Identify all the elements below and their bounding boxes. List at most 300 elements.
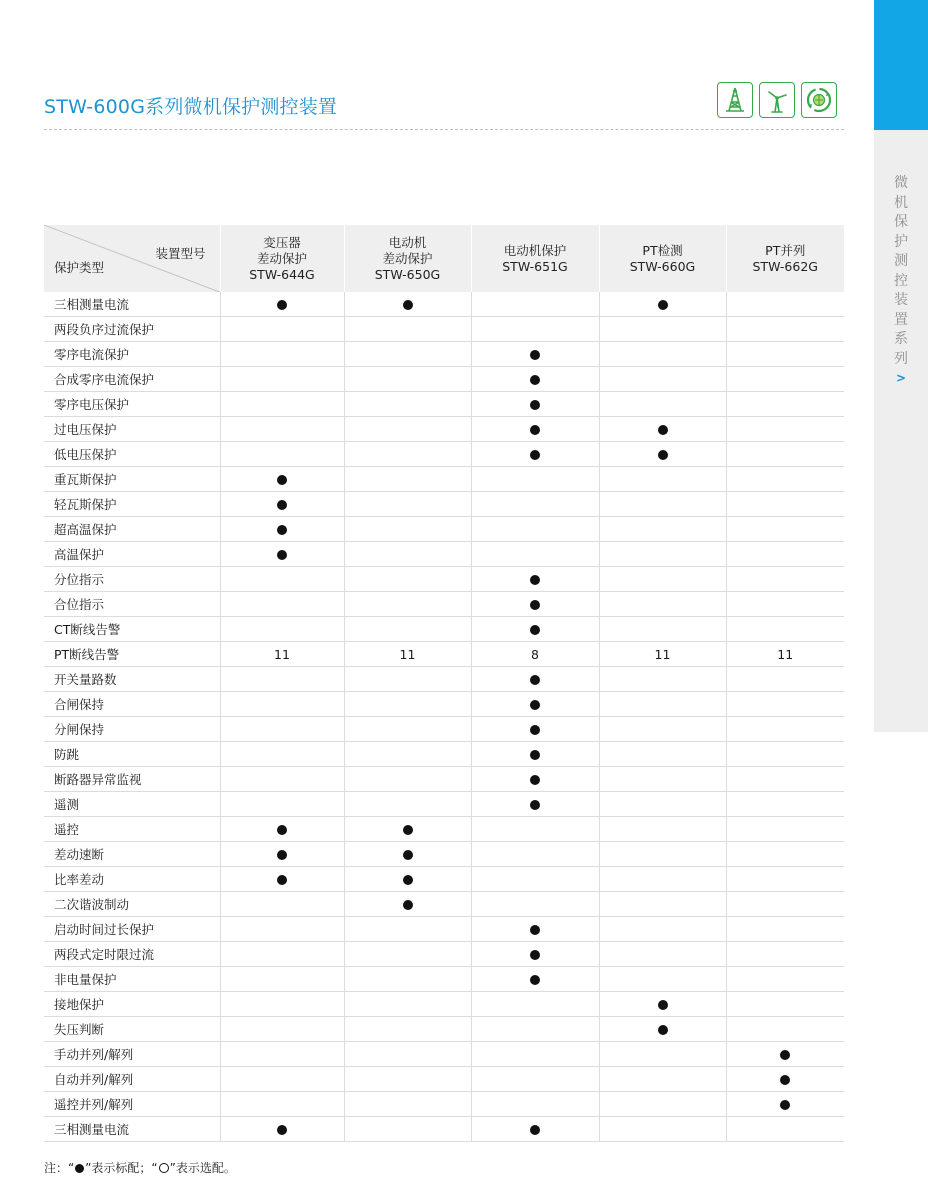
table-row xyxy=(44,542,844,567)
empty-cell xyxy=(344,342,471,367)
empty-cell xyxy=(220,592,344,617)
table-row xyxy=(44,867,844,892)
empty-cell xyxy=(220,392,344,417)
empty-cell xyxy=(599,317,726,342)
table-row xyxy=(44,342,844,367)
empty-cell xyxy=(220,1067,344,1092)
table-row xyxy=(44,842,844,867)
empty-cell xyxy=(726,917,844,942)
protection-type-cell: 低电压保护 xyxy=(44,442,220,467)
column-header xyxy=(726,225,844,292)
feature-cell xyxy=(726,1067,844,1092)
column-header-line: STW-662G xyxy=(752,258,818,274)
standard-dot-icon xyxy=(277,500,287,510)
empty-cell xyxy=(220,892,344,917)
feature-cell xyxy=(471,942,599,967)
value-cell: 8 xyxy=(471,642,599,667)
empty-cell xyxy=(344,567,471,592)
standard-dot-icon xyxy=(780,1100,790,1110)
empty-cell xyxy=(599,1042,726,1067)
empty-cell xyxy=(220,717,344,742)
protection-type-cell: 零序电流保护 xyxy=(44,342,220,367)
standard-dot-icon xyxy=(403,875,413,885)
standard-dot-icon xyxy=(277,550,287,560)
column-header-line: PT检测 xyxy=(642,242,683,258)
empty-cell xyxy=(726,892,844,917)
legend-note xyxy=(44,1159,236,1176)
empty-cell xyxy=(599,1067,726,1092)
feature-cell xyxy=(471,767,599,792)
empty-cell xyxy=(344,1017,471,1042)
protection-type-cell: 合成零序电流保护 xyxy=(44,367,220,392)
standard-dot-icon xyxy=(780,1075,790,1085)
standard-dot-icon xyxy=(530,750,540,760)
empty-cell xyxy=(726,1017,844,1042)
empty-cell xyxy=(220,767,344,792)
sidebar-char: 置 xyxy=(894,311,908,328)
empty-cell xyxy=(220,667,344,692)
feature-cell xyxy=(471,667,599,692)
header-icon-group xyxy=(717,82,837,120)
page-title: STW-600G系列微机保护测控装置 xyxy=(44,96,338,118)
empty-cell xyxy=(726,392,844,417)
protection-type-cell: 零序电压保护 xyxy=(44,392,220,417)
standard-dot-icon xyxy=(658,1000,668,1010)
feature-cell xyxy=(471,367,599,392)
standard-dot-icon xyxy=(530,925,540,935)
empty-cell xyxy=(220,317,344,342)
oil-derrick-icon xyxy=(717,82,753,118)
empty-cell xyxy=(471,817,599,842)
protection-type-cell: 三相测量电流 xyxy=(44,1117,220,1142)
feature-cell xyxy=(599,1017,726,1042)
protection-type-cell: 分位指示 xyxy=(44,567,220,592)
feature-cell xyxy=(220,542,344,567)
empty-cell xyxy=(471,842,599,867)
table-row xyxy=(44,417,844,442)
empty-cell xyxy=(599,917,726,942)
protection-type-cell: 重瓦斯保护 xyxy=(44,467,220,492)
protection-type-cell: 失压判断 xyxy=(44,1017,220,1042)
feature-cell xyxy=(471,692,599,717)
feature-cell xyxy=(344,817,471,842)
feature-cell xyxy=(471,742,599,767)
feature-cell xyxy=(220,842,344,867)
empty-cell xyxy=(599,667,726,692)
empty-cell xyxy=(220,442,344,467)
standard-dot-icon xyxy=(403,300,413,310)
empty-cell xyxy=(599,742,726,767)
column-header-line: STW-650G xyxy=(374,266,441,282)
feature-cell xyxy=(471,392,599,417)
column-header-line: 差动保护 xyxy=(256,250,307,266)
empty-cell xyxy=(220,692,344,717)
empty-cell xyxy=(220,1017,344,1042)
empty-cell xyxy=(471,1092,599,1117)
protection-type-cell: 断路器异常监视 xyxy=(44,767,220,792)
standard-dot-icon xyxy=(277,475,287,485)
feature-cell xyxy=(220,467,344,492)
empty-cell xyxy=(726,742,844,767)
empty-cell xyxy=(599,717,726,742)
feature-cell xyxy=(726,1092,844,1117)
standard-dot-icon xyxy=(277,875,287,885)
sidebar-char: 系 xyxy=(894,331,908,347)
feature-cell xyxy=(344,292,471,317)
empty-cell xyxy=(220,742,344,767)
empty-cell xyxy=(471,992,599,1017)
empty-cell xyxy=(344,742,471,767)
feature-cell xyxy=(471,1117,599,1142)
protection-type-cell: 接地保护 xyxy=(44,992,220,1017)
empty-cell xyxy=(599,617,726,642)
empty-cell xyxy=(471,892,599,917)
feature-cell xyxy=(220,517,344,542)
sidebar-vertical-label[interactable] xyxy=(874,174,928,389)
protection-type-cell: CT断线告警 xyxy=(44,617,220,642)
table-row xyxy=(44,792,844,817)
empty-cell xyxy=(344,1067,471,1092)
empty-cell xyxy=(220,792,344,817)
standard-dot-icon xyxy=(75,1164,84,1173)
feature-cell xyxy=(471,342,599,367)
empty-cell xyxy=(726,767,844,792)
empty-cell xyxy=(344,717,471,742)
standard-dot-icon xyxy=(658,300,668,310)
standard-dot-icon xyxy=(530,450,540,460)
empty-cell xyxy=(599,392,726,417)
feature-cell xyxy=(344,867,471,892)
column-header-line: STW-644G xyxy=(249,266,315,282)
recycle-energy-icon xyxy=(801,82,837,118)
empty-cell xyxy=(726,417,844,442)
table-row xyxy=(44,742,844,767)
protection-type-cell: 两段式定时限过流 xyxy=(44,942,220,967)
table-row xyxy=(44,392,844,417)
empty-cell xyxy=(220,367,344,392)
column-header-line: PT并列 xyxy=(765,242,806,258)
standard-dot-icon xyxy=(277,850,287,860)
feature-cell xyxy=(599,992,726,1017)
sidebar-char: 微 xyxy=(894,175,908,191)
protection-type-cell: 三相测量电流 xyxy=(44,292,220,317)
empty-cell xyxy=(471,1017,599,1042)
feature-cell xyxy=(344,892,471,917)
table-row xyxy=(44,317,844,342)
standard-dot-icon xyxy=(277,1125,287,1135)
table-row xyxy=(44,517,844,542)
standard-dot-icon xyxy=(277,825,287,835)
empty-cell xyxy=(726,717,844,742)
standard-dot-icon xyxy=(530,700,540,710)
empty-cell xyxy=(726,292,844,317)
standard-dot-icon xyxy=(658,425,668,435)
empty-cell xyxy=(220,967,344,992)
table-row xyxy=(44,292,844,317)
column-header xyxy=(599,225,726,292)
column-header-line: STW-660G xyxy=(629,258,696,274)
feature-cell xyxy=(471,417,599,442)
standard-dot-icon xyxy=(780,1050,790,1060)
feature-cell xyxy=(471,567,599,592)
empty-cell xyxy=(726,867,844,892)
empty-cell xyxy=(344,467,471,492)
sidebar-char: 护 xyxy=(894,233,908,250)
sidebar-char: 列 xyxy=(894,350,908,367)
empty-cell xyxy=(599,792,726,817)
protection-type-cell: 高温保护 xyxy=(44,542,220,567)
empty-cell xyxy=(726,667,844,692)
empty-cell xyxy=(599,542,726,567)
standard-dot-icon xyxy=(530,600,540,610)
empty-cell xyxy=(726,492,844,517)
feature-cell xyxy=(344,842,471,867)
table-row xyxy=(44,817,844,842)
empty-cell xyxy=(220,1092,344,1117)
sidebar-char: 装 xyxy=(894,292,908,308)
feature-cell xyxy=(220,817,344,842)
feature-cell xyxy=(471,717,599,742)
corner-type-label: 保护类型 xyxy=(54,260,105,275)
empty-cell xyxy=(726,942,844,967)
protection-type-cell: 自动并列/解列 xyxy=(44,1067,220,1092)
feature-cell xyxy=(726,1042,844,1067)
table-row xyxy=(44,1117,844,1142)
standard-dot-icon xyxy=(277,525,287,535)
empty-cell xyxy=(599,517,726,542)
table-row xyxy=(44,1092,844,1117)
protection-type-cell: 过电压保护 xyxy=(44,417,220,442)
empty-cell xyxy=(471,517,599,542)
empty-cell xyxy=(471,292,599,317)
empty-cell xyxy=(344,317,471,342)
empty-cell xyxy=(344,617,471,642)
value-cell: 11 xyxy=(726,642,844,667)
feature-cell xyxy=(471,917,599,942)
protection-type-cell: 分闸保持 xyxy=(44,717,220,742)
empty-cell xyxy=(220,342,344,367)
standard-dot-icon xyxy=(403,850,413,860)
protection-type-cell: 遥控并列/解列 xyxy=(44,1092,220,1117)
protection-type-cell: 比率差动 xyxy=(44,867,220,892)
column-header-line: 电动机保护 xyxy=(503,242,567,258)
empty-cell xyxy=(344,992,471,1017)
standard-dot-icon xyxy=(530,675,540,685)
empty-cell xyxy=(344,942,471,967)
empty-cell xyxy=(471,317,599,342)
optional-circle-icon xyxy=(159,1163,169,1173)
empty-cell xyxy=(726,792,844,817)
standard-dot-icon xyxy=(530,975,540,985)
feature-cell xyxy=(220,1117,344,1142)
empty-cell xyxy=(726,1117,844,1142)
empty-cell xyxy=(344,542,471,567)
feature-cell xyxy=(220,292,344,317)
table-row xyxy=(44,592,844,617)
column-header-line: 变压器 xyxy=(263,234,301,250)
empty-cell xyxy=(471,467,599,492)
column-header xyxy=(344,225,471,292)
protection-type-cell: 两段负序过流保护 xyxy=(44,317,220,342)
value-cell: 11 xyxy=(220,642,344,667)
sidebar-char: 测 xyxy=(894,253,908,269)
protection-type-cell: 非电量保护 xyxy=(44,967,220,992)
empty-cell xyxy=(471,492,599,517)
table-row xyxy=(44,767,844,792)
column-header-line: 差动保护 xyxy=(382,250,433,266)
empty-cell xyxy=(344,392,471,417)
table-body xyxy=(44,292,844,1142)
table-row xyxy=(44,492,844,517)
standard-dot-icon xyxy=(658,450,668,460)
empty-cell xyxy=(599,1117,726,1142)
table-corner-cell xyxy=(44,225,220,292)
empty-cell xyxy=(599,817,726,842)
empty-cell xyxy=(726,967,844,992)
table-row xyxy=(44,992,844,1017)
empty-cell xyxy=(726,442,844,467)
empty-cell xyxy=(599,592,726,617)
empty-cell xyxy=(220,917,344,942)
empty-cell xyxy=(220,567,344,592)
empty-cell xyxy=(726,692,844,717)
empty-cell xyxy=(220,942,344,967)
empty-cell xyxy=(344,1042,471,1067)
standard-dot-icon xyxy=(403,825,413,835)
protection-type-cell: 差动速断 xyxy=(44,842,220,867)
empty-cell xyxy=(471,1042,599,1067)
protection-type-cell: 合位指示 xyxy=(44,592,220,617)
table-row xyxy=(44,442,844,467)
feature-cell xyxy=(471,442,599,467)
empty-cell xyxy=(344,1117,471,1142)
empty-cell xyxy=(726,567,844,592)
standard-dot-icon xyxy=(530,375,540,385)
standard-dot-icon xyxy=(403,900,413,910)
column-header xyxy=(220,225,344,292)
empty-cell xyxy=(599,767,726,792)
column-header-line: STW-651G xyxy=(502,258,568,274)
feature-cell xyxy=(471,617,599,642)
empty-cell xyxy=(599,967,726,992)
protection-type-cell: 手动并列/解列 xyxy=(44,1042,220,1067)
standard-dot-icon xyxy=(530,425,540,435)
title-divider xyxy=(44,129,844,130)
empty-cell xyxy=(599,342,726,367)
empty-cell xyxy=(599,467,726,492)
empty-cell xyxy=(726,542,844,567)
table-row xyxy=(44,1067,844,1092)
empty-cell xyxy=(726,842,844,867)
standard-dot-icon xyxy=(277,300,287,310)
empty-cell xyxy=(726,617,844,642)
empty-cell xyxy=(344,517,471,542)
sidebar-arrow-icon[interactable]: > xyxy=(895,371,907,385)
protection-type-cell: 防跳 xyxy=(44,742,220,767)
column-header-line: 电动机 xyxy=(388,234,427,250)
standard-dot-icon xyxy=(530,1125,540,1135)
empty-cell xyxy=(344,767,471,792)
empty-cell xyxy=(726,342,844,367)
empty-cell xyxy=(344,442,471,467)
empty-cell xyxy=(599,867,726,892)
table-row xyxy=(44,692,844,717)
protection-type-cell: 遥测 xyxy=(44,792,220,817)
table-row xyxy=(44,942,844,967)
protection-type-cell: 遥控 xyxy=(44,817,220,842)
table-row xyxy=(44,967,844,992)
feature-cell xyxy=(599,292,726,317)
feature-cell xyxy=(599,442,726,467)
standard-dot-icon xyxy=(658,1025,668,1035)
protection-type-cell: 超高温保护 xyxy=(44,517,220,542)
feature-cell xyxy=(471,592,599,617)
empty-cell xyxy=(726,317,844,342)
empty-cell xyxy=(220,617,344,642)
wind-turbine-icon xyxy=(759,82,795,118)
table-row xyxy=(44,467,844,492)
table-row xyxy=(44,1017,844,1042)
standard-dot-icon xyxy=(530,400,540,410)
table-row xyxy=(44,892,844,917)
table-row xyxy=(44,617,844,642)
value-cell: 11 xyxy=(344,642,471,667)
sidebar-char: 保 xyxy=(894,214,908,230)
column-header xyxy=(471,225,599,292)
empty-cell xyxy=(599,942,726,967)
table-row xyxy=(44,1042,844,1067)
empty-cell xyxy=(344,367,471,392)
empty-cell xyxy=(471,1067,599,1092)
empty-cell xyxy=(220,417,344,442)
protection-type-cell: 合闸保持 xyxy=(44,692,220,717)
corner-model-label: 装置型号 xyxy=(155,246,206,261)
feature-cell xyxy=(220,492,344,517)
empty-cell xyxy=(471,542,599,567)
protection-type-cell: PT断线告警 xyxy=(44,642,220,667)
standard-dot-icon xyxy=(530,575,540,585)
protection-type-cell: 开关量路数 xyxy=(44,667,220,692)
value-cell: 11 xyxy=(599,642,726,667)
table-row xyxy=(44,567,844,592)
standard-dot-icon xyxy=(530,350,540,360)
empty-cell xyxy=(344,667,471,692)
standard-dot-icon xyxy=(530,800,540,810)
empty-cell xyxy=(220,1042,344,1067)
empty-cell xyxy=(344,417,471,442)
empty-cell xyxy=(726,817,844,842)
empty-cell xyxy=(471,867,599,892)
empty-cell xyxy=(344,1092,471,1117)
feature-cell xyxy=(599,417,726,442)
empty-cell xyxy=(344,792,471,817)
note-standard-text: ”表示标配；“ xyxy=(85,1161,158,1175)
empty-cell xyxy=(726,517,844,542)
empty-cell xyxy=(599,367,726,392)
empty-cell xyxy=(344,492,471,517)
table-row xyxy=(44,667,844,692)
table-header-row xyxy=(44,225,844,292)
table-row xyxy=(44,367,844,392)
empty-cell xyxy=(726,992,844,1017)
sidebar-top-block xyxy=(874,0,928,130)
empty-cell xyxy=(599,692,726,717)
sidebar-char: 机 xyxy=(894,194,908,211)
table-row xyxy=(44,717,844,742)
note-prefix: 注：“ xyxy=(44,1161,75,1175)
table-row xyxy=(44,917,844,942)
standard-dot-icon xyxy=(530,950,540,960)
